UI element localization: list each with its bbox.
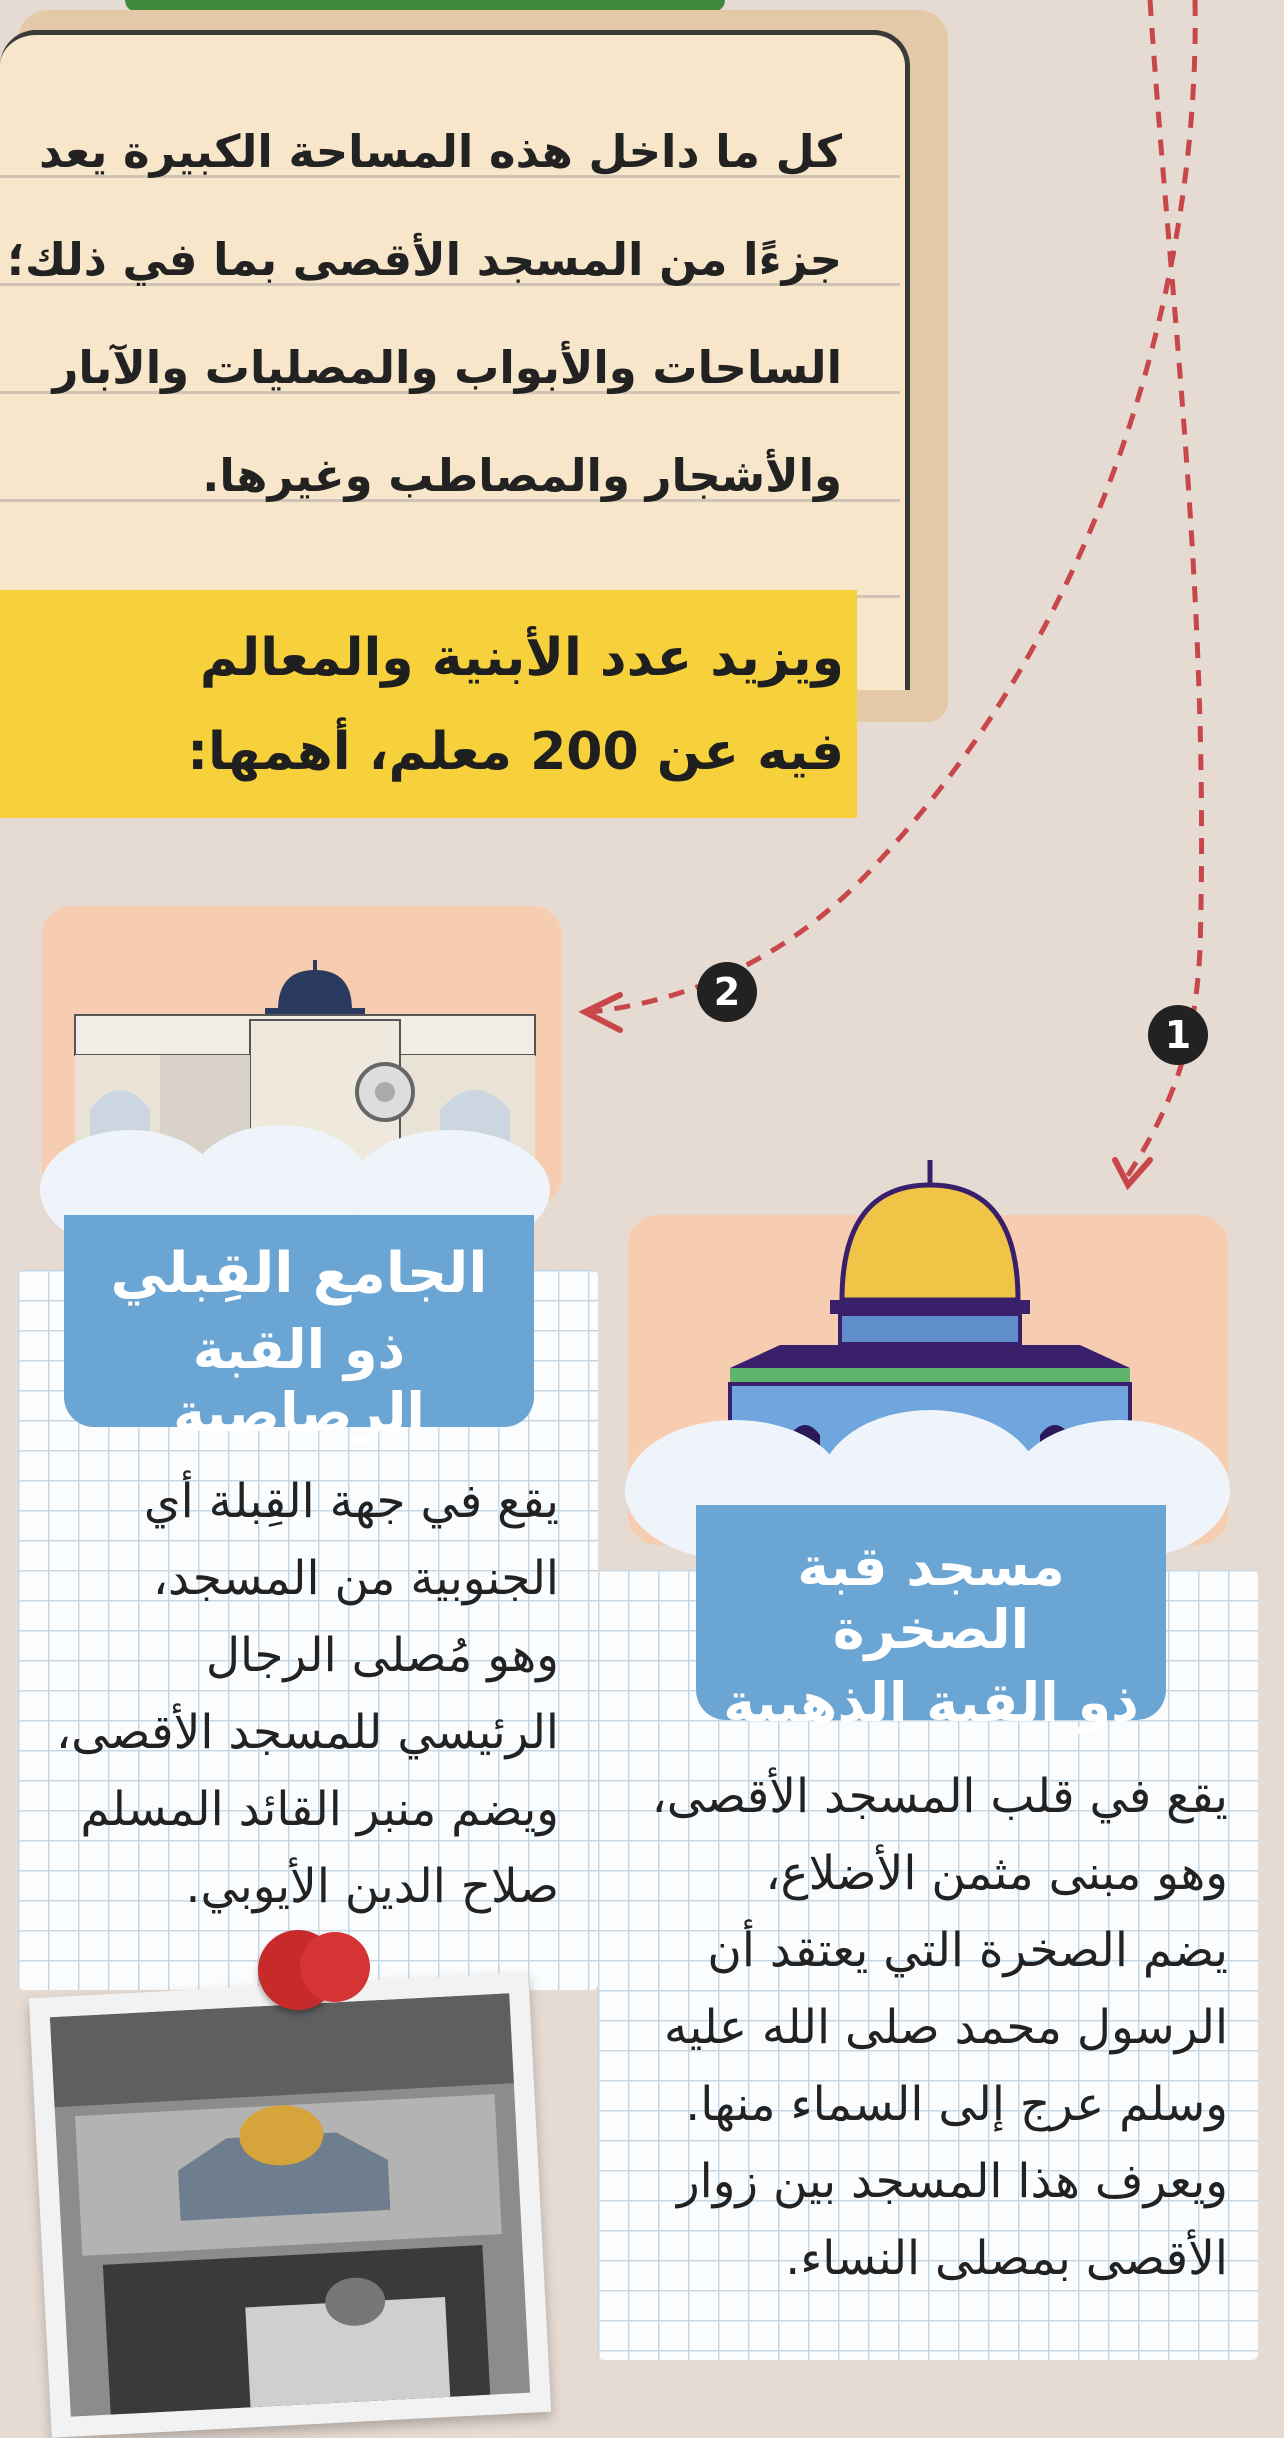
- qibli-description: [19, 1463, 559, 1925]
- intro-line-4: والأشجار والمصاطب وغيرها.: [202, 449, 842, 502]
- intro-line-2: جزءًا من المسجد الأقصى بما في ذلك؛: [6, 233, 842, 286]
- qibli-desc-line-6: صلاح الدين الأيوبي.: [185, 1859, 559, 1914]
- qibli-desc-line-5: ويضم منبر القائد المسلم: [80, 1782, 559, 1837]
- highlight-line-2: فيه عن 200 معلم، أهمها:: [187, 722, 844, 782]
- dome-title-label: [696, 1505, 1166, 1734]
- dome-desc-line-5: وسلم عرج إلى السماء منها.: [685, 2077, 1228, 2132]
- dome-desc-line-6: ويعرف هذا المسجد بين زوار: [676, 2154, 1228, 2209]
- dome-title-line-2: ذو القبة الذهبية: [723, 1671, 1139, 1734]
- dome-desc-line-4: الرسول محمد صلى الله عليه: [664, 2000, 1228, 2055]
- dome-desc-line-7: الأقصى بمصلى النساء.: [785, 2231, 1228, 2286]
- intro-line-3: الساحات والأبواب والمصليات والآبار: [52, 341, 842, 394]
- qibli-desc-line-2: الجنوبية من المسجد،: [152, 1551, 559, 1606]
- dome-desc-line-2: وهو مبنى مثمن الأضلاع،: [765, 1846, 1228, 1901]
- qibli-desc-line-1: يقع في جهة القِبلة أي: [143, 1474, 559, 1529]
- qibli-title-line-2: ذو القبة الرصاصية: [173, 1318, 425, 1444]
- aqsa-aerial-photo: [29, 1972, 551, 2438]
- intro-line-1: كل ما داخل هذه المساحة الكبيرة يعد: [39, 125, 842, 178]
- red-pin-icon: [300, 1932, 370, 2002]
- qibli-desc-line-3: وهو مُصلى الرجال: [205, 1628, 559, 1683]
- dome-desc-line-1: يقع في قلب المسجد الأقصى،: [651, 1769, 1228, 1824]
- marker-2-badge: 2: [697, 962, 757, 1022]
- qibli-desc-line-4: الرئيسي للمسجد الأقصى،: [56, 1705, 559, 1760]
- qibli-title-label: [64, 1215, 534, 1444]
- qibli-title-line-1: الجامع القِبلي: [110, 1241, 488, 1306]
- dome-description: [618, 1758, 1228, 2297]
- highlight-line-1: ويزيد عدد الأبنية والمعالم: [199, 628, 844, 688]
- marker-1-badge: 1: [1148, 1005, 1208, 1065]
- dome-desc-line-3: يضم الصخرة التي يعتقد أن: [707, 1923, 1228, 1978]
- dome-title-line-1: مسجد قبة الصخرة: [797, 1535, 1065, 1661]
